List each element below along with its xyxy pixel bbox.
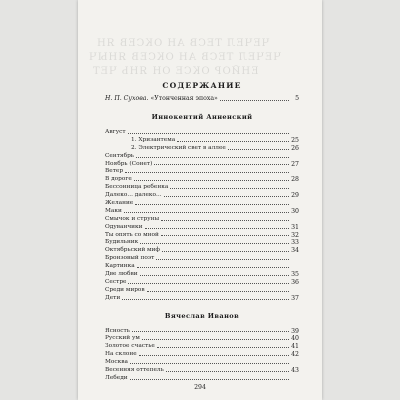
toc-entry-page-number: 40 xyxy=(291,335,299,343)
toc-entry xyxy=(105,279,299,287)
toc-entry-title: Далеко... далеко... xyxy=(105,192,162,199)
toc-entry-title: Весенняя оттепель xyxy=(105,367,164,374)
toc-entry-title: Сестре xyxy=(105,278,127,285)
toc-entry-page-number: 39 xyxy=(291,327,299,335)
toc-entry-title: Две любви xyxy=(105,271,138,278)
toc-entry-title: Русский ум xyxy=(105,335,140,342)
leader-dots xyxy=(147,291,289,292)
leader-dots xyxy=(162,251,289,252)
toc-entry-page-number: 25 xyxy=(291,136,299,144)
toc-entry xyxy=(105,287,299,295)
leader-dots xyxy=(157,347,289,348)
toc-entry-page-number: 41 xyxy=(291,343,299,351)
leader-dots xyxy=(142,339,289,340)
toc-entry-title: Сентябрь xyxy=(105,152,134,159)
leader-dots xyxy=(124,212,289,213)
toc-entry-title: Москва xyxy=(105,359,129,366)
page-folio: 294 xyxy=(194,384,206,391)
leader-dots xyxy=(170,188,289,189)
leader-dots xyxy=(220,100,289,101)
intro-page-number: 5 xyxy=(295,95,299,102)
toc-entry xyxy=(105,129,299,137)
toc-entry-title: Ты опять со мной xyxy=(105,231,159,238)
toc-entry xyxy=(105,367,299,375)
leader-dots xyxy=(122,299,289,300)
toc-entry-page-number: 37 xyxy=(291,294,299,302)
toc-entry-title: Ясность xyxy=(105,327,130,334)
leader-dots xyxy=(140,243,289,244)
toc-entry-title: Будильник xyxy=(105,239,139,246)
leader-dots xyxy=(135,204,289,205)
leader-dots xyxy=(125,172,289,173)
toc-entry-page-number: 43 xyxy=(291,367,299,375)
toc-entry xyxy=(105,137,299,145)
toc-entry xyxy=(105,263,299,271)
toc-entry-title: Октябрьский миф xyxy=(105,247,160,254)
intro-title: «Утонченная эпоха» xyxy=(150,95,218,102)
leader-dots xyxy=(161,235,289,236)
toc-entry xyxy=(105,271,299,279)
book-page xyxy=(78,0,322,400)
intro-entry xyxy=(105,93,299,104)
toc-entry-title: Лебеди xyxy=(105,374,128,381)
intro-entry-title xyxy=(105,93,218,104)
leader-dots xyxy=(145,228,290,229)
leader-dots xyxy=(139,355,289,356)
toc-entry-title: Желание xyxy=(105,200,134,206)
toc-entry xyxy=(105,335,299,343)
toc-entry-title: На склоне xyxy=(105,351,137,358)
leader-dots xyxy=(128,133,289,134)
toc-entry xyxy=(105,216,299,224)
toc-entry-page-number: 34 xyxy=(291,247,299,255)
toc-entry xyxy=(105,328,299,336)
toc-entry xyxy=(105,343,299,351)
toc-entry xyxy=(105,208,299,216)
show-through-text: ЧЕЧЕЛ ТЕСВ АН ОКСЕВ ЯН ЧЕЧЕЛ ТЕСВ АН ОКСЕВ ЯНЫЧ ЕНЙОР ОКСЕ ОН ЯНЬ ЧЕТ xyxy=(88,38,281,77)
leader-dots xyxy=(128,283,289,284)
toc-entry xyxy=(105,359,299,367)
toc-entry xyxy=(105,255,299,263)
toc-entry-title: Золотое счастье xyxy=(105,343,155,350)
leader-dots xyxy=(137,267,289,268)
leader-dots xyxy=(156,259,289,260)
toc-entry xyxy=(105,375,299,383)
toc-entry-title: Среди миров xyxy=(105,286,145,293)
toc-entry-title: Смычок и струны xyxy=(105,215,160,222)
toc-entry xyxy=(105,200,299,208)
toc-entry-title: Дети xyxy=(105,294,121,301)
toc-entry-title: Картинка xyxy=(105,263,135,270)
leader-dots xyxy=(154,164,289,165)
toc-entry-title: Бронзовый поэт xyxy=(105,255,155,262)
leader-dots xyxy=(177,141,289,142)
leader-dots xyxy=(228,149,289,150)
toc-entry-title: Одуванчики xyxy=(105,223,143,230)
toc-entry-title: Ветер xyxy=(105,168,124,175)
toc-entry xyxy=(105,224,299,232)
toc-entry-page-number: 30 xyxy=(291,207,299,215)
toc-entry-title: Маки xyxy=(105,207,122,214)
toc-entry-page-number: 42 xyxy=(291,351,299,359)
intro-author: Н. П. Сухова. xyxy=(105,95,149,102)
toc-entry xyxy=(105,232,299,240)
section-spacer xyxy=(105,303,299,311)
toc-entry-title: Август xyxy=(105,128,126,135)
toc-entry-title: 2. Электрический свет в аллее xyxy=(131,144,226,151)
section-heading: Вячеслав Иванов xyxy=(164,311,240,320)
toc-entry-page-number: 33 xyxy=(291,239,299,247)
toc-entry-title: 1. Хризантема xyxy=(131,136,176,143)
toc-entry-title: В дороге xyxy=(105,176,132,183)
toc-entry-page-number: 26 xyxy=(291,144,299,152)
leader-dots xyxy=(130,363,289,364)
toc-entry-page-number: 32 xyxy=(291,231,299,239)
toc-entry-page-number: 35 xyxy=(291,271,299,279)
toc-entry-page-number: 29 xyxy=(291,192,299,200)
toc-entry xyxy=(105,192,299,200)
table-of-contents xyxy=(105,80,299,383)
leader-dots xyxy=(164,196,289,197)
toc-entry-page-number: 28 xyxy=(291,176,299,184)
toc-sections xyxy=(105,112,299,383)
leader-dots xyxy=(130,379,289,380)
toc-entry-page-number: 31 xyxy=(291,223,299,231)
leader-dots xyxy=(134,180,289,181)
leader-dots xyxy=(140,275,289,276)
toc-entry xyxy=(105,295,299,303)
toc-title: СОДЕРЖАНИЕ xyxy=(162,81,242,90)
toc-entry xyxy=(105,161,299,169)
leader-dots xyxy=(166,371,289,372)
toc-entry-title: Ноябрь (Сонет) xyxy=(105,160,153,167)
toc-entry xyxy=(105,351,299,359)
toc-entry xyxy=(105,153,299,161)
section-heading: Иннокентий Анненский xyxy=(151,113,253,121)
leader-dots xyxy=(132,331,289,332)
toc-entry-page-number: 36 xyxy=(291,278,299,286)
leader-dots xyxy=(136,157,289,158)
leader-dots xyxy=(161,220,289,221)
toc-entry xyxy=(105,145,299,153)
toc-entry xyxy=(105,184,299,192)
toc-entry-title: Бессонница ребенка xyxy=(105,184,169,191)
toc-entry xyxy=(105,247,299,255)
toc-entry xyxy=(105,168,299,176)
toc-entry-page-number: 27 xyxy=(291,160,299,168)
